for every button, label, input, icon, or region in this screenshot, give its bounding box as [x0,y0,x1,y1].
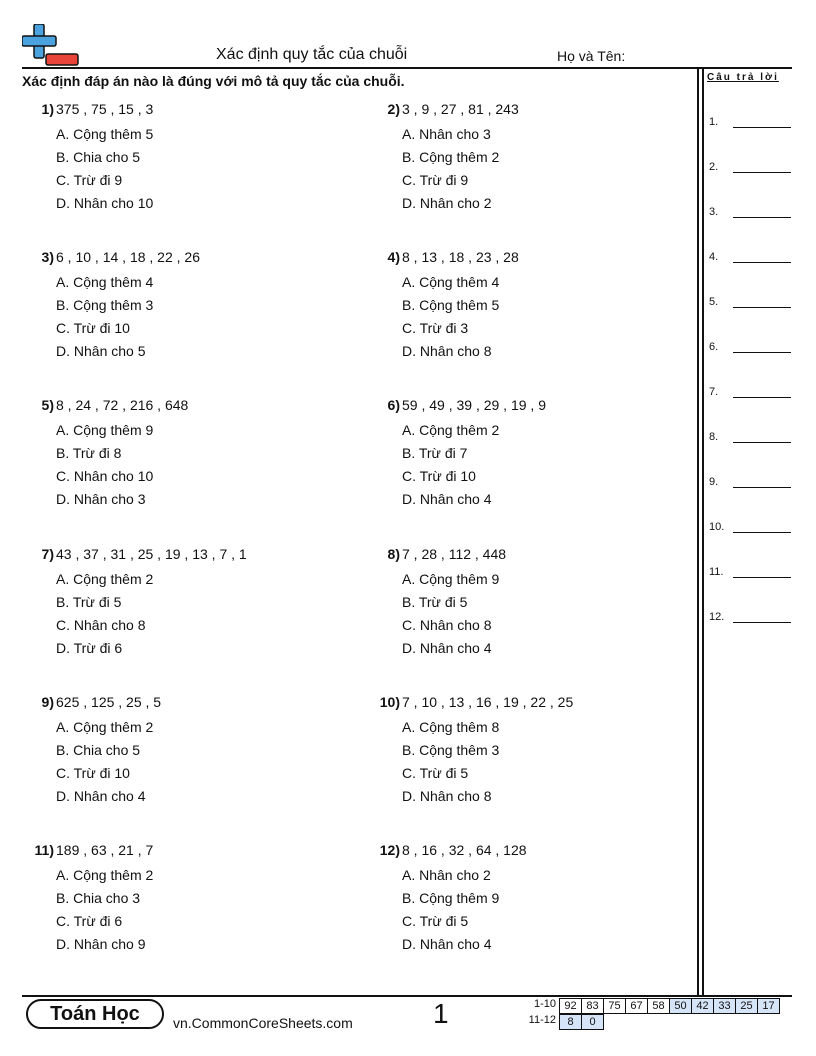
sequence-text: 59 , 49 , 39 , 29 , 19 , 9 [402,397,546,414]
question-header [366,694,696,716]
answer-option[interactable]: B. Cộng thêm 3 [56,297,154,314]
score-cell: 58 [647,998,670,1014]
question-item [20,397,350,511]
question-number: 5) [41,397,54,414]
answer-option[interactable]: B. Chia cho 5 [56,149,141,165]
answer-number: 9. [709,476,719,488]
sequence-text: 7 , 10 , 13 , 16 , 19 , 22 , 25 [402,693,574,710]
answer-line[interactable] [733,487,791,488]
question-number: 7) [41,545,54,562]
sequence-text: 7 , 28 , 112 , 448 [402,545,507,562]
question-header [366,249,696,271]
answer-option[interactable]: C. Trừ đi 3 [402,320,469,337]
answer-option[interactable]: A. Cộng thêm 8 [402,718,500,735]
score-row [526,1014,604,1030]
score-cell: 83 [581,998,604,1014]
question-number: 1) [41,101,54,117]
question-number: 10) [379,693,400,710]
answer-blank[interactable] [709,386,731,398]
score-cell: 8 [559,1014,582,1030]
question-header [366,397,696,419]
answer-column-divider-inner [702,67,704,997]
answer-option[interactable]: A. Cộng thêm 2 [56,867,154,883]
score-row [526,998,780,1014]
answer-option[interactable]: C. Trừ đi 6 [56,913,123,929]
answer-option[interactable]: D. Nhân cho 4 [402,639,492,656]
answer-option[interactable]: B. Trừ đi 5 [56,593,122,610]
answer-option[interactable]: A. Cộng thêm 2 [56,718,154,735]
answer-option[interactable]: B. Chia cho 3 [56,890,141,906]
answer-option[interactable]: D. Nhân cho 8 [402,343,492,360]
footer-divider [22,995,792,997]
answer-blank[interactable] [709,116,731,128]
answer-option[interactable]: D. Nhân cho 10 [56,195,154,211]
answer-option[interactable]: B. Trừ đi 8 [56,445,122,462]
question-number: 3) [41,249,54,266]
question-header [366,546,696,568]
header-divider [22,67,792,69]
answer-option[interactable]: A. Cộng thêm 9 [402,570,500,587]
question-header [20,101,350,123]
score-cell: 42 [691,998,714,1014]
brand-badge: Toán Học [26,999,164,1029]
answer-line[interactable] [733,577,791,578]
answer-option[interactable]: B. Trừ đi 5 [402,593,468,610]
answer-option[interactable]: C. Trừ đi 9 [56,172,123,188]
answer-option[interactable]: A. Nhân cho 3 [402,126,491,142]
answer-option[interactable]: B. Cộng thêm 3 [402,741,500,758]
answer-option[interactable]: D. Nhân cho 8 [402,787,492,804]
answer-column-divider [697,67,699,997]
answer-number: 8. [709,431,719,443]
answer-blank[interactable] [709,206,731,218]
score-cell: 25 [735,998,758,1014]
sequence-text: 8 , 16 , 32 , 64 , 128 [402,842,527,858]
score-cell: 17 [757,998,780,1014]
sequence-text: 189 , 63 , 21 , 7 [56,842,154,858]
question-item [366,397,696,511]
question-item [20,101,350,215]
answer-number: 10. [709,521,725,533]
answer-blank[interactable] [709,431,731,443]
score-cell: 67 [625,998,648,1014]
score-cell: 75 [603,998,626,1014]
answer-blank[interactable] [709,521,731,533]
question-number: 11) [34,842,54,858]
question-item [366,694,696,808]
question-header [20,694,350,716]
answer-line[interactable] [733,397,791,398]
answer-blank[interactable] [709,341,731,353]
answer-option[interactable]: D. Nhân cho 5 [56,343,146,360]
question-header [366,842,696,864]
answer-option[interactable]: D. Nhân cho 3 [56,491,146,508]
question-item [20,842,350,956]
sequence-text: 43 , 37 , 31 , 25 , 19 , 13 , 7 , 1 [56,545,247,562]
question-number: 2) [387,101,400,117]
question-header [20,842,350,864]
score-cell: 50 [669,998,692,1014]
answer-number: 7. [709,386,719,398]
answer-option[interactable]: A. Cộng thêm 2 [56,570,154,587]
answer-option[interactable]: A. Cộng thêm 4 [56,274,154,291]
answer-option[interactable]: C. Trừ đi 10 [56,320,130,337]
answer-line[interactable] [733,532,791,533]
question-item [366,546,696,660]
answer-option[interactable]: D. Nhân cho 4 [402,936,492,952]
score-row-label: 11-12 [528,1014,556,1026]
sequence-text: 625 , 125 , 25 , 5 [56,693,162,710]
answer-line[interactable] [733,262,791,263]
question-item [366,101,696,215]
answer-option[interactable]: D. Nhân cho 4 [56,787,146,804]
answer-option[interactable]: C. Trừ đi 10 [402,468,476,485]
score-cell: 0 [581,1014,604,1030]
answer-number: 11. [709,566,724,578]
answer-option[interactable]: A. Cộng thêm 4 [402,274,500,291]
answer-option[interactable]: A. Cộng thêm 5 [56,126,154,142]
answer-option[interactable]: A. Cộng thêm 9 [56,422,154,439]
question-number: 8) [387,545,400,562]
answer-number: 4. [709,251,719,263]
answer-option[interactable]: C. Trừ đi 5 [402,764,469,781]
site-url[interactable]: vn.CommonCoreSheets.com [173,1015,353,1031]
question-item [366,842,696,956]
answer-option[interactable]: B. Cộng thêm 5 [402,297,500,314]
answer-number: 2. [709,161,719,173]
answer-option[interactable]: A. Nhân cho 2 [402,867,491,883]
answer-blank[interactable] [709,611,731,623]
answer-number: 5. [709,296,719,308]
answer-option[interactable]: D. Trừ đi 6 [56,639,123,656]
answer-line[interactable] [733,442,791,443]
page-title: Xác định quy tắc của chuỗi [216,46,408,63]
sequence-text: 8 , 24 , 72 , 216 , 648 [56,397,189,414]
answer-blank[interactable] [709,476,731,488]
answer-option[interactable]: C. Trừ đi 5 [402,913,469,929]
question-header [20,397,350,419]
answer-option[interactable]: C. Trừ đi 9 [402,172,469,188]
answer-number: 3. [709,206,719,218]
question-item [20,694,350,808]
answer-line[interactable] [733,127,791,128]
question-number: 12) [379,842,400,858]
question-header [20,249,350,271]
answer-line[interactable] [733,217,791,218]
answer-number: 6. [709,341,719,353]
answer-blank[interactable] [709,161,731,173]
plus-minus-logo-icon [22,24,80,68]
page-number: 1 [433,998,449,1029]
question-number: 4) [387,249,400,266]
answer-line[interactable] [733,352,791,353]
instructions: Xác định đáp án nào là đúng với mô tả quy tắc của chuỗi. [22,73,405,89]
answer-option[interactable]: D. Nhân cho 9 [56,936,146,952]
sequence-text: 8 , 13 , 18 , 23 , 28 [402,249,519,266]
question-item [20,249,350,363]
question-number: 9) [41,693,54,710]
answer-line[interactable] [733,307,791,308]
score-cell: 33 [713,998,736,1014]
question-item [366,249,696,363]
answer-blank[interactable] [709,566,731,578]
answer-option[interactable]: C. Trừ đi 10 [56,764,130,781]
answer-key-heading: Câu trả lời [707,72,779,83]
answer-line[interactable] [733,172,791,173]
answer-blank[interactable] [709,251,731,263]
answer-option[interactable]: B. Chia cho 5 [56,741,141,758]
answer-line[interactable] [733,622,791,623]
answer-number: 12. [709,611,725,623]
score-cell: 92 [559,998,582,1014]
answer-option[interactable]: C. Nhân cho 10 [56,468,154,485]
question-header [20,546,350,568]
score-row-label: 1-10 [533,998,556,1010]
answer-option[interactable]: A. Cộng thêm 2 [402,422,500,439]
sequence-text: 6 , 10 , 14 , 18 , 22 , 26 [56,249,200,266]
answer-option[interactable]: C. Nhân cho 8 [56,616,146,633]
answer-option[interactable]: B. Cộng thêm 2 [402,149,500,165]
question-item [20,546,350,660]
question-number: 6) [387,397,400,414]
answer-option[interactable]: D. Nhân cho 4 [402,491,492,508]
answer-option[interactable]: B. Trừ đi 7 [402,445,468,462]
answer-option[interactable]: C. Nhân cho 8 [402,616,492,633]
question-header [366,101,696,123]
name-label: Họ và Tên: [557,48,626,64]
sequence-text: 375 , 75 , 15 , 3 [56,101,154,117]
answer-blank[interactable] [709,296,731,308]
answer-option[interactable]: D. Nhân cho 2 [402,195,492,211]
answer-option[interactable]: B. Cộng thêm 9 [402,890,500,906]
answer-number: 1. [709,116,719,128]
sequence-text: 3 , 9 , 27 , 81 , 243 [402,101,519,117]
